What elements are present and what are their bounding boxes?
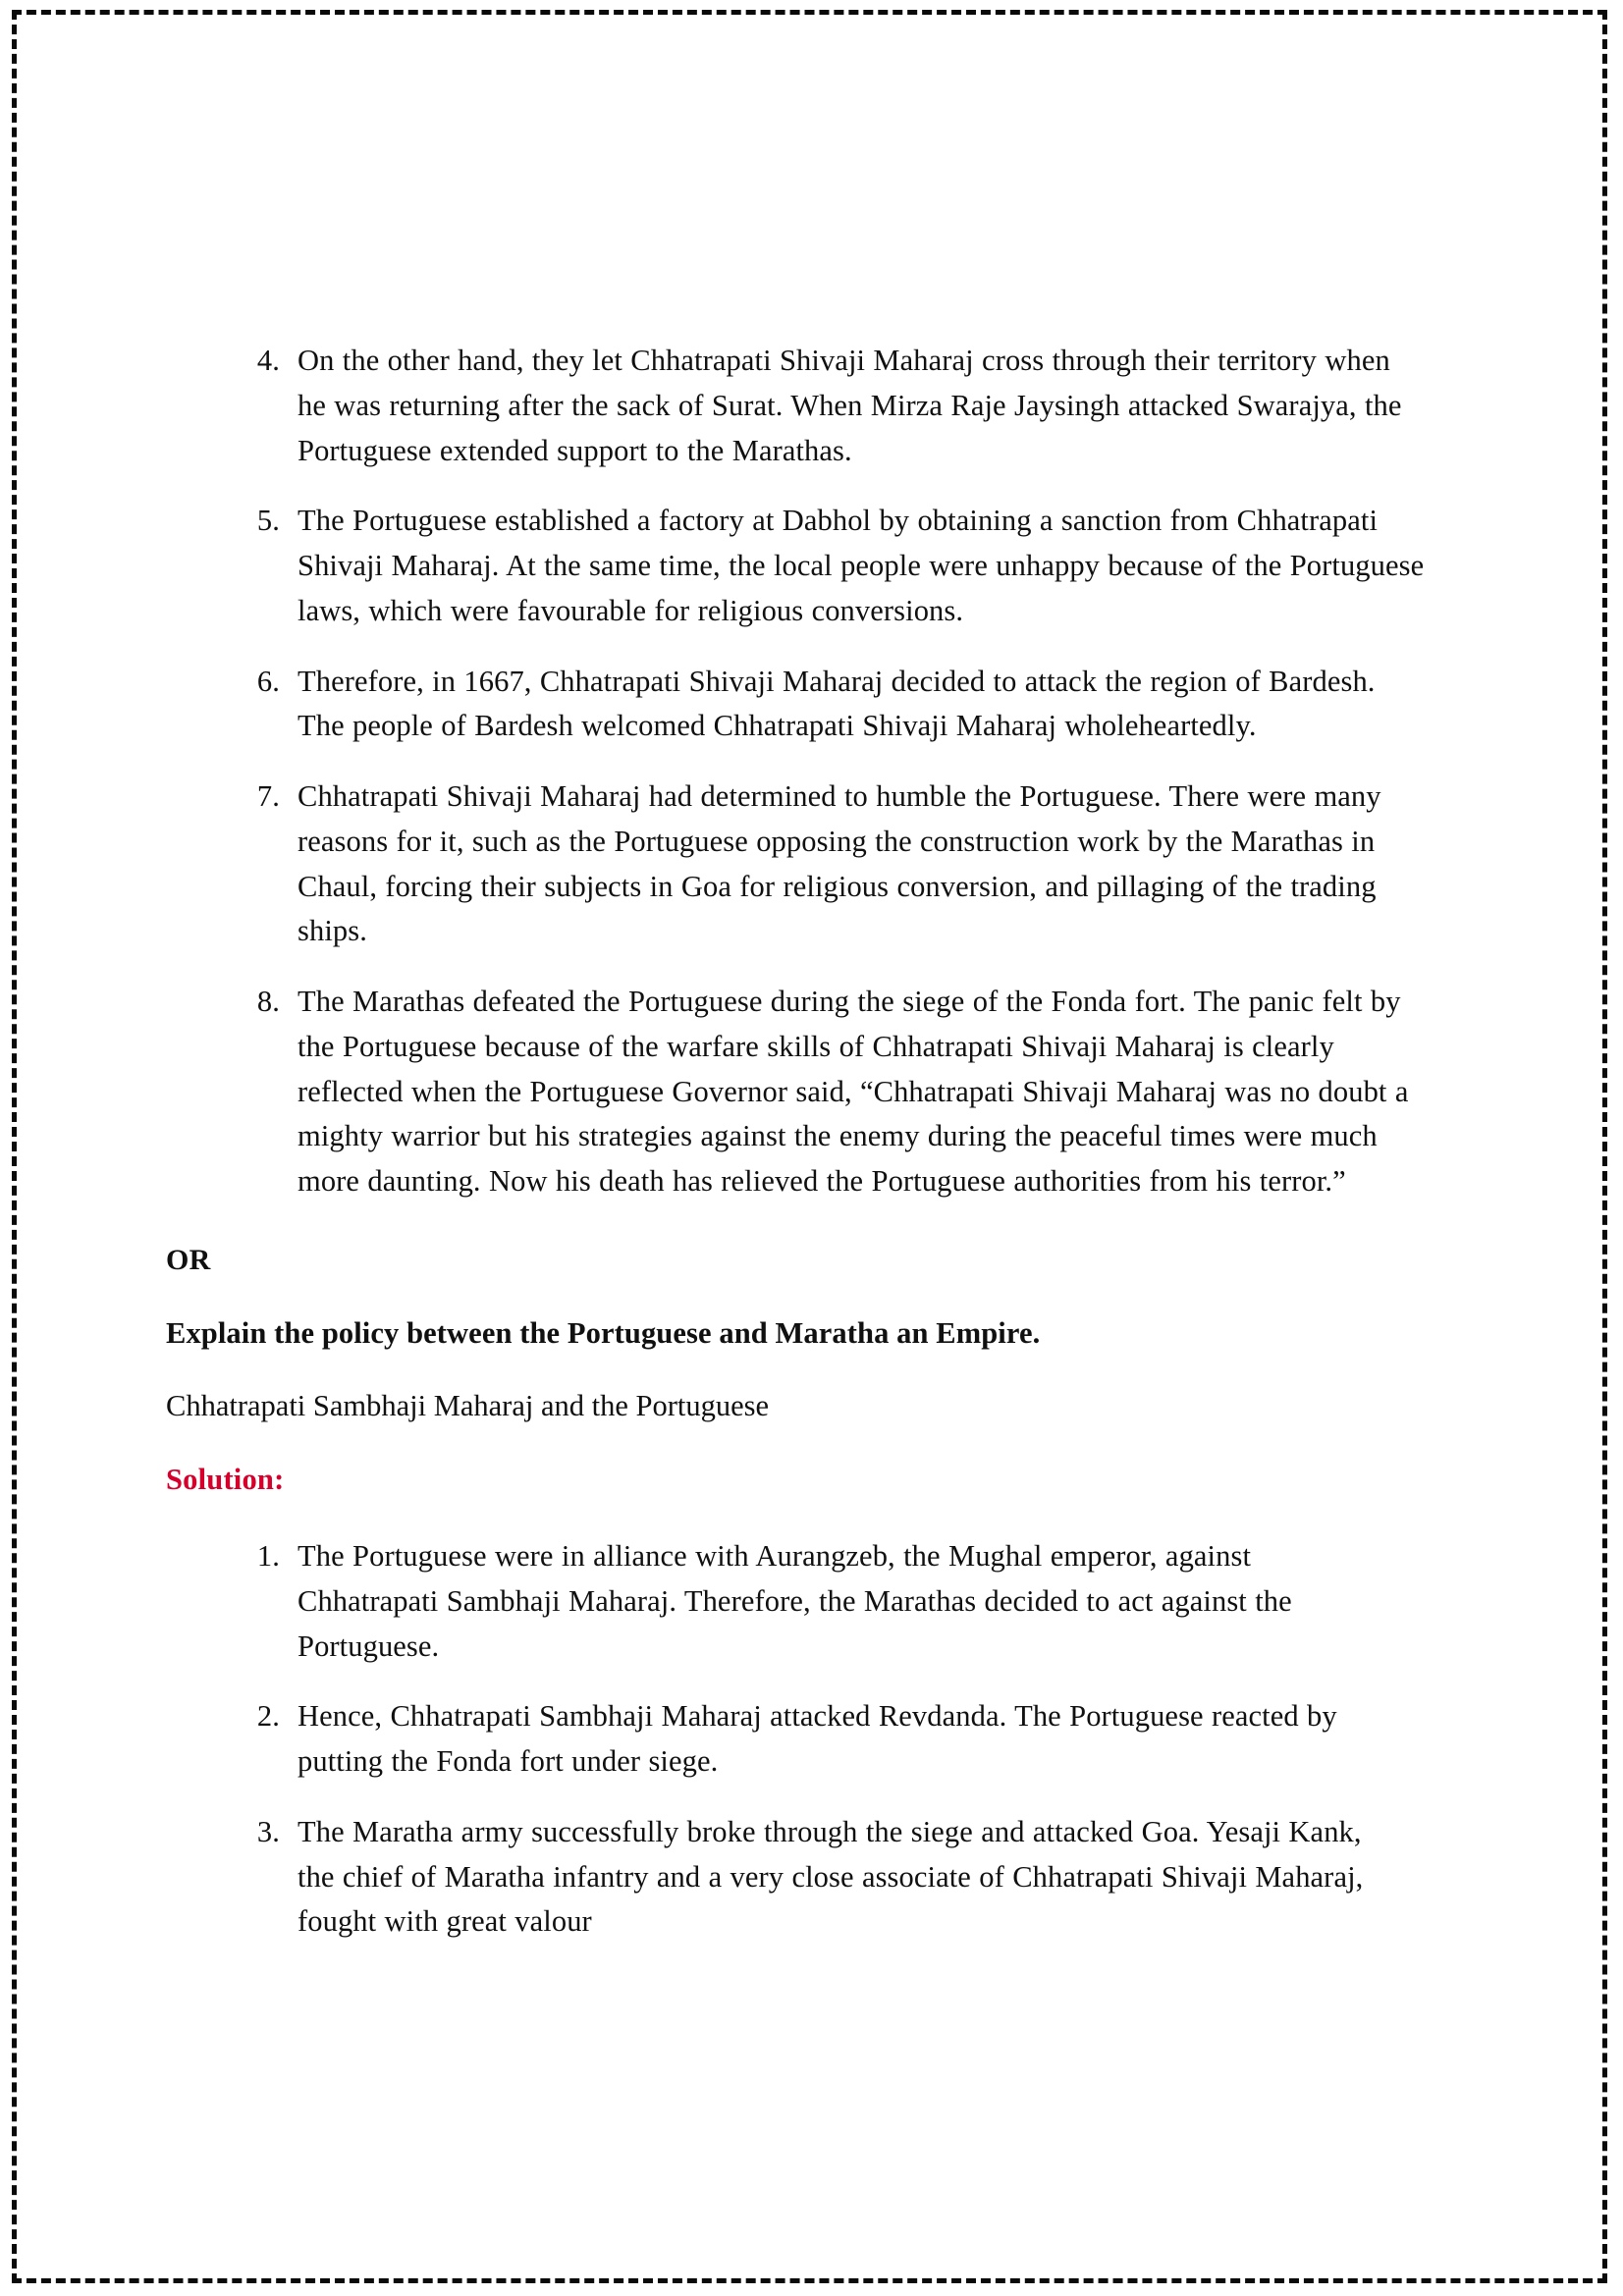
list-marker: 7. bbox=[256, 779, 280, 813]
list-item bbox=[241, 774, 1425, 954]
solution-list-wrapper bbox=[241, 1534, 1419, 1945]
list-item bbox=[241, 660, 1425, 750]
scanned-page-frame bbox=[12, 10, 1607, 2283]
alternative-question-heading: Explain the policy between the Portuguese and Maratha an Empire. bbox=[166, 1315, 1041, 1350]
list-item-text: On the other hand, they let Chhatrapati Shivaji Maharaj cross through their territory when he was returning after the sack of Surat. When Mirza Raje Jaysingh attacked Swarajya, the Portuguese extended support to the Marathas. bbox=[298, 344, 1402, 467]
list-item-text: The Portuguese established a factory at Dabhol by obtaining a sanction from Chhatrapati Shivaji Maharaj. At the same time, the local people were unhappy because of the Portuguese laws, which were favourable for religious conversions. bbox=[298, 504, 1425, 627]
list-marker: 4. bbox=[256, 344, 280, 377]
list-item-text: Therefore, in 1667, Chhatrapati Shivaji Maharaj decided to attack the region of Bardesh. The people of Bardesh welcomed Chhatrapati Shivaji Maharaj wholeheartedly. bbox=[298, 664, 1376, 743]
page-content bbox=[166, 339, 1425, 1945]
solution-points-list bbox=[241, 1534, 1399, 1945]
list-marker: 2. bbox=[256, 1699, 280, 1734]
list-item-text: The Maratha army successfully broke through the siege and attacked Goa. Yesaji Kank, the chief of Maratha infantry and a very close associate of Chhatrapati Shivaji Maharaj, fought with great valour bbox=[298, 1814, 1364, 1939]
list-item-text: The Marathas defeated the Portuguese during the siege of the Fonda fort. The panic felt by the Portuguese because of the warfare skills of Chhatrapati Shivaji Maharaj is clearly reflected when the Portuguese Governor said, “Chhatrapati Shivaji Maharaj was no doubt a mighty warrior but his strategies against the enemy during the peaceful times were much more daunting. Now his death has relieved the Portuguese authorities from his terror.” bbox=[298, 985, 1409, 1198]
list-marker: 3. bbox=[256, 1814, 280, 1848]
list-item-text: Chhatrapati Shivaji Maharaj had determined to humble the Portuguese. There were many reasons for it, such as the Portuguese opposing the construction work by the Marathas in Chaul, forcing their subjects in Goa for religious conversion, and pillaging of the trading ships. bbox=[298, 779, 1381, 948]
list-item bbox=[241, 1534, 1399, 1669]
list-marker: 5. bbox=[256, 504, 280, 538]
list-item-text: The Portuguese were in alliance with Aurangzeb, the Mughal emperor, against Chhatrapati Sambhaji Maharaj. Therefore, the Marathas decided to act against the Portuguese. bbox=[298, 1539, 1292, 1663]
list-item bbox=[241, 499, 1425, 633]
list-marker: 8. bbox=[256, 985, 280, 1018]
or-label: OR bbox=[166, 1243, 211, 1276]
list-item bbox=[241, 1810, 1399, 1945]
list-marker: 1. bbox=[256, 1539, 280, 1573]
list-marker: 6. bbox=[256, 664, 280, 698]
list-item bbox=[241, 1694, 1399, 1785]
list-item bbox=[241, 980, 1425, 1204]
list-item-text: Hence, Chhatrapati Sambhaji Maharaj attacked Revdanda. The Portuguese reacted by putting the Fonda fort under siege. bbox=[298, 1699, 1337, 1778]
question-points-list bbox=[241, 339, 1425, 1204]
solution-label: Solution: bbox=[166, 1463, 285, 1497]
alternative-subject-line: Chhatrapati Sambhaji Maharaj and the Portuguese bbox=[166, 1388, 770, 1422]
list-item bbox=[241, 339, 1425, 473]
